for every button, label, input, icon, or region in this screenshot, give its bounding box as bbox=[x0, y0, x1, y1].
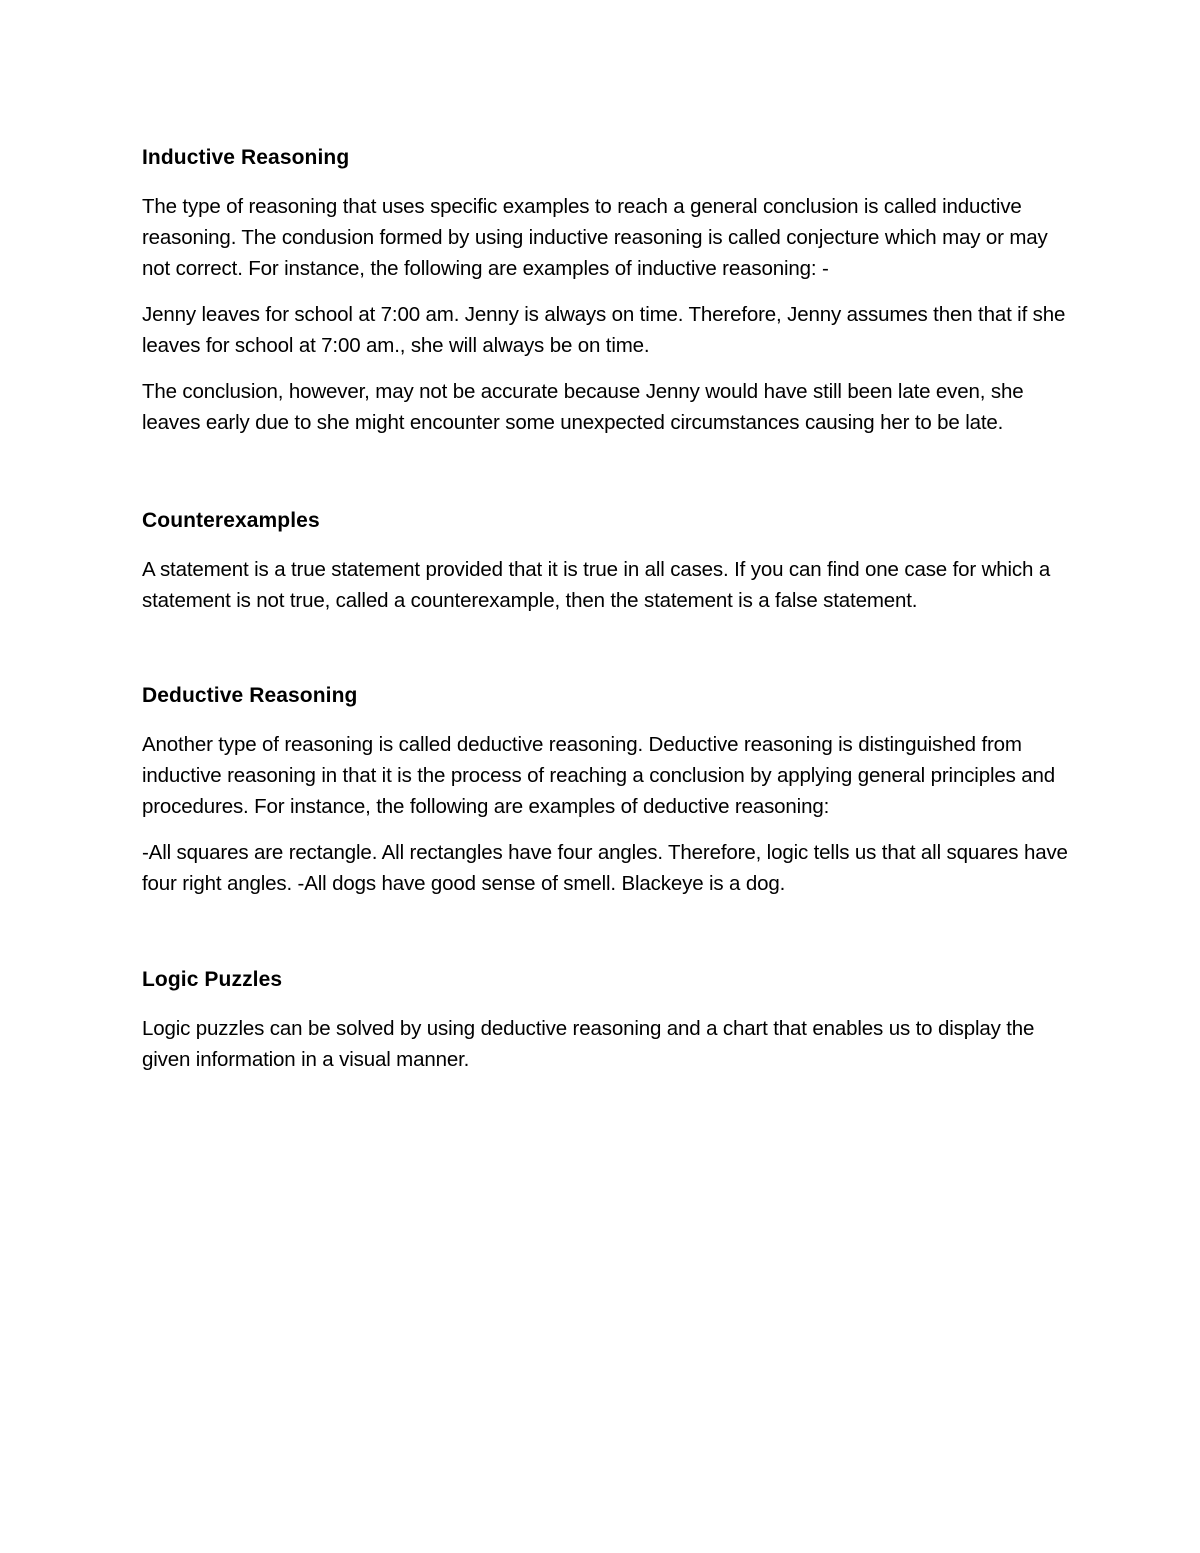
section-heading: Logic Puzzles bbox=[142, 968, 283, 991]
paragraph: Logic puzzles can be solved by using deductive reasoning and a chart that enables us to display the given information in a visual manner. bbox=[142, 1017, 1035, 1071]
document-body bbox=[142, 143, 1072, 1090]
section-heading: Deductive Reasoning bbox=[142, 684, 358, 707]
section-heading: Inductive Reasoning bbox=[142, 146, 350, 169]
section-inductive-reasoning bbox=[142, 143, 1072, 438]
paragraph: The type of reasoning that uses specific examples to reach a general conclusion is called inductive reasoning. The condusion formed by using inductive reasoning is called conjecture which may or may not correct. For instance, the following are examples of inductive reasoning: - bbox=[142, 195, 1048, 280]
paragraph: -All squares are rectangle. All rectangles have four angles. Therefore, logic tells us that all squares have four right angles. -All dogs have good sense of smell. Blackeye is a dog. bbox=[142, 841, 1068, 895]
section-deductive-reasoning bbox=[142, 681, 1072, 899]
section-heading: Counterexamples bbox=[142, 509, 320, 532]
section-logic-puzzles bbox=[142, 965, 1072, 1075]
paragraph: The conclusion, however, may not be accurate because Jenny would have still been late even, she leaves early due to she might encounter some unexpected circumstances causing her to be late. bbox=[142, 380, 1024, 434]
paragraph: Jenny leaves for school at 7:00 am. Jenny is always on time. Therefore, Jenny assumes then that if she leaves for school at 7:00 am., she will always be on time. bbox=[142, 303, 1066, 357]
section-counterexamples bbox=[142, 506, 1072, 616]
paragraph: Another type of reasoning is called deductive reasoning. Deductive reasoning is distinguished from inductive reasoning in that it is the process of reaching a conclusion by applying general principles and procedures. For instance, the following are examples of deductive reasoning: bbox=[142, 733, 1056, 818]
paragraph: A statement is a true statement provided that it is true in all cases. If you can find one case for which a statement is not true, called a counterexample, then the statement is a false statement. bbox=[142, 558, 1051, 612]
